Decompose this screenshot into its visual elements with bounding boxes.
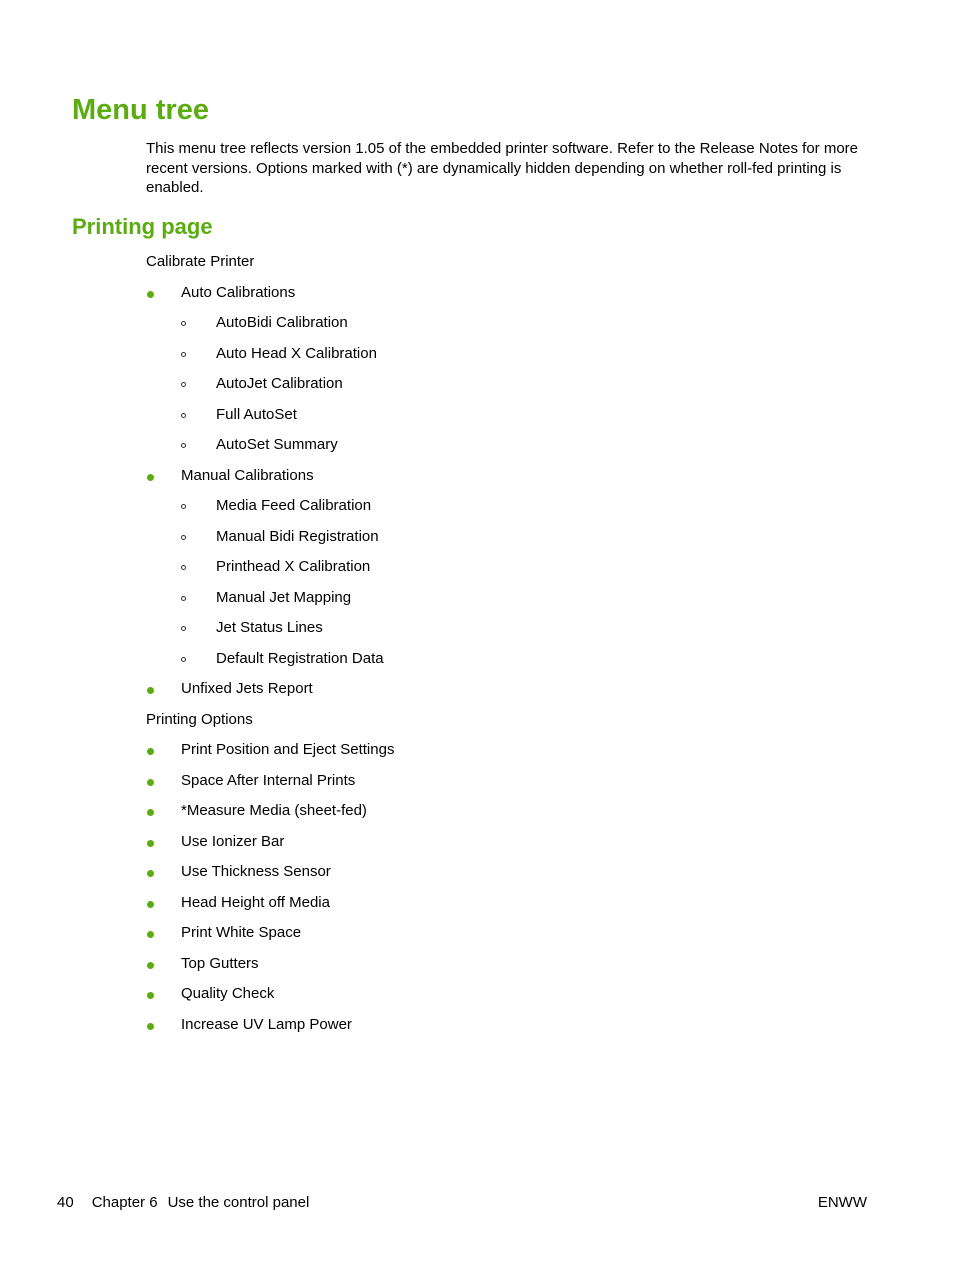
tree-subitem [0,618,954,649]
sub-bullet-icon [181,596,186,601]
tree-item [0,1015,954,1046]
footer-left [57,1193,309,1213]
tree-item-label: Space After Internal Prints [181,771,356,789]
section-title: Printing page [72,214,213,239]
chapter-title: Use the control panel [167,1194,310,1211]
sub-bullet-icon [181,352,186,357]
intro-paragraph: This menu tree reflects version 1.05 of the embedded printer software. Refer to the Release Notes for more recent versions. Options marked with (*) are dynamically hidden depending on whether roll-fed printing is enabled. [146,140,859,197]
sub-bullet-icon [181,443,186,448]
bullet-icon [147,1023,154,1030]
tree-subitem-label: Media Feed Calibration [216,497,372,514]
tree-subitem [0,405,954,436]
tree-subitem-label: Jet Status Lines [216,619,323,636]
tree-group-printing-options [0,710,954,741]
sub-bullet-icon [181,413,186,418]
sub-bullet-icon [181,535,186,540]
tree-subitem-label: Auto Head X Calibration [216,344,377,362]
tree-subitem [0,649,954,680]
tree-item-label: Manual Calibrations [181,466,314,484]
sub-bullet-icon [181,626,186,631]
bullet-icon [147,748,154,755]
tree-item-label: Increase UV Lamp Power [181,1015,352,1033]
bullet-icon [147,931,154,938]
tree-item-label: Unfixed Jets Report [181,680,313,697]
sub-bullet-icon [181,382,186,387]
tree-item-label: Use Ionizer Bar [181,832,285,850]
tree-subitem [0,557,954,588]
tree-item [0,832,954,863]
tree-subitem [0,527,954,558]
tree-item-label: Quality Check [181,985,275,1002]
bullet-icon [147,474,154,481]
bullet-icon [147,809,154,816]
tree-subitem [0,496,954,527]
tree-item [0,771,954,802]
tree-subitem-label: Manual Jet Mapping [216,588,352,606]
tree-subitem-label: Full AutoSet [216,405,297,423]
tree-item-label: Head Height off Media [181,893,330,911]
tree-item [0,466,954,497]
menu-tree [0,252,954,1045]
tree-subitem [0,313,954,344]
sub-bullet-icon [181,321,186,326]
tree-subitem [0,588,954,619]
tree-item [0,984,954,1015]
tree-item-label: Top Gutters [181,954,259,972]
bullet-icon [147,779,154,786]
tree-subitem-label: AutoJet Calibration [216,375,343,392]
tree-subitem-label: Printhead X Calibration [216,558,371,575]
tree-subitem [0,435,954,466]
tree-subitem-label: AutoBidi Calibration [216,314,348,331]
tree-subitem-label: Default Registration Data [216,649,384,667]
page-number: 40 [57,1194,74,1211]
tree-item [0,740,954,771]
sub-bullet-icon [181,565,186,570]
page-title: Menu tree [72,94,209,126]
tree-item-label: Use Thickness Sensor [181,863,331,880]
sub-bullet-icon [181,657,186,662]
tree-subitem-label: AutoSet Summary [216,436,338,453]
bullet-icon [147,992,154,999]
chapter-label: Chapter 6 [91,1194,158,1211]
bullet-icon [147,687,154,694]
tree-group-calibrate-printer [0,252,954,283]
tree-item-label: Print White Space [181,924,302,941]
tree-item-label: *Measure Media (sheet-fed) [181,802,367,819]
tree-item-label: Print Position and Eject Settings [181,741,395,758]
bullet-icon [147,962,154,969]
bullet-icon [147,840,154,847]
tree-item [0,283,954,314]
bullet-icon [147,291,154,298]
tree-group-label: Calibrate Printer [146,253,255,270]
footer-right-label: ENWW [817,1194,867,1211]
tree-item [0,954,954,985]
tree-item [0,893,954,924]
tree-item [0,679,954,710]
bullet-icon [147,870,154,877]
tree-group-label: Printing Options [146,710,253,728]
tree-subitem [0,344,954,375]
tree-item-label: Auto Calibrations [181,283,296,301]
tree-subitem-label: Manual Bidi Registration [216,527,379,545]
sub-bullet-icon [181,504,186,509]
tree-item [0,862,954,893]
bullet-icon [147,901,154,908]
tree-item [0,801,954,832]
tree-item [0,923,954,954]
tree-subitem [0,374,954,405]
